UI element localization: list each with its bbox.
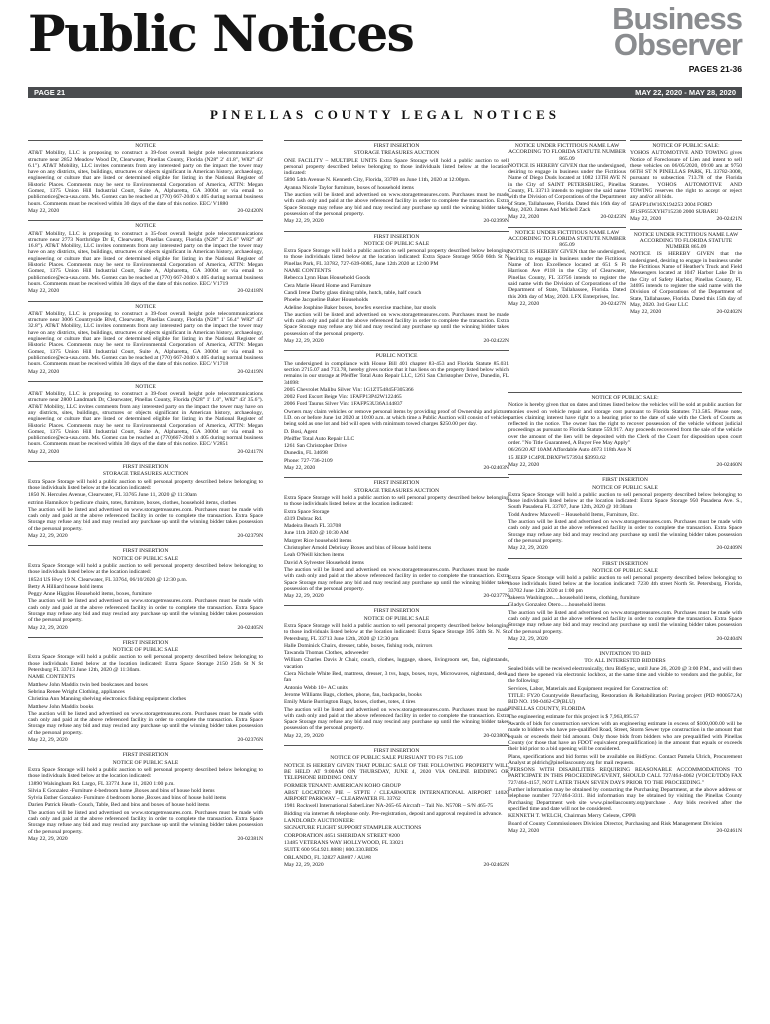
notice-heading: FIRST INSERTION	[373, 608, 420, 615]
notice-footer	[284, 218, 509, 224]
notice-body: NOTICE IS HEREBY GIVEN that the undersigned, desiring to engage in business under the Fictitious Name of Heather's Truck and Field Messengers located at 1047 Harbor Lake Dr in the City of Safety Harbor, Pinellas County, FL 34695 intends to register the said name with the Division of Corporations of the Department of State, Tallahassee, Florida. Dated this 15th day of May, 2020. 3rd Gear LLC	[630, 251, 742, 308]
notice-line: The auction will be listed and advertised on www.storagetreasures.com. Purchases must be made with cash only and paid at the above referenced facility in order to complete the transaction. Extra Space Storage may refuse any bid and may rescind any purchase up until the winning bidder takes possession of the personal property.	[508, 519, 742, 544]
notice-footer	[28, 836, 263, 842]
notice-line: 5FAFP14W16X194253 2004 FORD	[630, 201, 712, 208]
notice-line: NAME CONTENTS	[284, 268, 332, 275]
notice-body: AT&T Mobility, LLC is proposing to construct a 39-foot overall height pole telecommunications structure near 2852 Meadow Wood Dr, Clearwater, Pinellas County, Florida (N28° 2' 41.8", W82° 43' 6.1"). AT&T Mobility, LLC invites comments from any interested party on the impact the tower may have on any districts, sites, buildings, structures or objects significant in American history, archaeology, engineering or culture that are listed or determined eligible for listing in the National Register of Historic Places. Comments may be sent to Environmental Corporation of America, ATTN: Megan Gomez, 1375 Union Hill Industrial Court, Suite A, Alpharetta, GA 30004 or via email to publicnotice@eca-usa.com. Ms. Gomez can be reached at (770) 667-2040 x 405 during normal business hours. Comments must be received within 30 days of the date of this notice. EEC/ V1880	[28, 150, 263, 207]
notice-number: 20-02422N	[483, 338, 509, 345]
notice-line: 1261 San Christopher Drive	[284, 443, 347, 450]
notice-footer	[28, 533, 263, 539]
notice-line: Jerome Williams Bags, clothes, phone, fan, backpacks, books	[284, 691, 422, 698]
notice-line: LANDLORD: AUCTIONEER:	[284, 818, 355, 825]
notice-heading: FIRST INSERTION	[122, 639, 169, 646]
notice-line: The auction will be listed and advertised on www.storagetreasures.com. Purchases must be made with cash only and paid at the above referenced facility in order to complete the transaction. Extra Space Storage may refuse any bid and may rescind any purchase up until the winning bidder takes possession of the personal property.	[284, 706, 509, 732]
notice-line: The auction will be listed and advertised on www.storagetreasures.com. Purchases must be made with cash only and paid at the above referenced facility in order to complete the transaction. Extra Space Storage may refuse any bid and may rescind any purchase up until the winning bidder takes possession of the personal property.	[28, 598, 263, 624]
notice-footer	[630, 216, 742, 222]
notice-line: ORLANDO, FL 32827 AB#87 / AU#8	[284, 854, 371, 861]
notice-line: Owners may claim vehicles or remove personal items by providing proof of Ownership and picture I.D. on or before June 1st 2020 at 10:00 a.m. at which time a Public Auction will consist of vehicles being sold as one lot and bid will open with minimum towed charges $250.00 per day.	[284, 408, 509, 428]
notice-heading: NOTICE OF PUBLIC SALE:	[591, 395, 659, 401]
notice-heading: NOTICE OF PUBLIC SALE:	[652, 143, 720, 149]
notice-line: Ciera Nichole White Bed, mattress, dresser, 3 tvs, bags, boxes, toys, Microwaves, nightstand, desk, fan	[284, 671, 509, 684]
notice-line: Madeira Beach FL 33708	[284, 523, 342, 530]
notice-line: Peggy Anne Higgins Household items, boxes, furniture	[28, 591, 152, 598]
notice-number: 20-02377N	[483, 593, 509, 600]
notice-body: Extra Space Storage will hold a public auction to sell personal property described below belonging to those individuals listed below at the location indicated: Extra Space Storage 2150 25th St N St Petersburg FL 33713 June 12th, 2020 @ 11:30am.	[28, 654, 263, 674]
notice-line: Sebrina Renee Wright Clothing, appliances	[28, 688, 125, 695]
notice-heading: FIRST INSERTION	[373, 233, 420, 240]
legal-notice	[284, 350, 509, 471]
notice-line: Phoebe Jacqueline Baker Households	[284, 297, 369, 304]
notice-heading: FIRST INSERTION	[122, 548, 169, 555]
notice-body: Extra Space Storage will hold a public auction to sell personal property described below belonging to those individuals listed below at the location indicated: Extra Space Storage 9050 66th St N Pinellas Park, FL 33782, 727-639-8085, June 12th 2020 at 12:00 PM	[284, 248, 509, 267]
notice-subheading: STORAGE TREASURES AUCTION	[102, 471, 189, 478]
notice-body: Extra Space Storage will hold a public auction to sell personal property described below belonging to those individuals listed below at the location indicated: Extra Space Storage 395 34th St. N. St. Petersburg, FL 33713 June 12th, 2020 @ 12:30 pm	[284, 623, 509, 642]
notice-line: The engineering estimate for this project is $ 7,963,895.57	[508, 713, 639, 720]
notice-line: 5890 54th Avenue N. Kenneth City, Florida, 33709 on June 11th, 2020 at 12:00pm.	[284, 177, 471, 184]
page-range: PAGES 21-36	[688, 64, 742, 74]
publication-date: May 22, 2020	[284, 465, 316, 472]
publication-date: May 22, 29, 2020	[284, 861, 324, 868]
section-title: PINELLAS COUNTY LEGAL NOTICES	[210, 107, 560, 122]
legal-notice	[508, 558, 742, 643]
notice-line: Dunedin, FL 34698	[284, 450, 328, 457]
notice-line: Emily Marie Burrington Bags, boxes, clothes, totes, 4 tires	[284, 699, 416, 706]
publication-date: May 22, 29, 2020	[508, 545, 548, 552]
notice-line: 13890 Walsingham Rd. Largo, FL 33774 June 11, 2020 1:00 p.m.	[28, 780, 175, 787]
notice-footer	[28, 737, 263, 743]
notice-subheading: NOTICE OF PUBLIC SALE	[363, 240, 430, 247]
notice-number: 20-02460N	[716, 461, 742, 468]
notice-line: Ayanna Nicole Taylor furniture, boxes of household items	[284, 184, 414, 191]
notice-line: Todd Andrew Maxwell – Household Items, Furniture, Etc.	[508, 511, 639, 518]
notice-subheading: NOTICE OF PUBLIC SALE	[363, 615, 430, 622]
notice-footer	[28, 369, 263, 375]
notice-number: 20-02379N	[237, 533, 263, 540]
publication-date: May 22, 29, 2020	[508, 635, 548, 642]
publication-date: May 22, 29, 2020	[28, 624, 68, 631]
notice-line: "PERSONS WITH DISABILITIES REQUIRING REASONABLE ACCOMMODATIONS TO PARTICIPATE IN THIS PROCEEDING/EVENT, SHOULD CALL 727/464-4062 (VOICE/TDD) FAX 727/464-4157, NOT LATER THAN SEVEN DAYS PRIOR TO THE PROCEEDING."	[508, 767, 742, 786]
notice-line: Silvia E Gonzalez -Furniture 4-bedroom home ,Boxes and bins of house hold items	[28, 787, 215, 794]
notice-heading: FIRST INSERTION	[373, 480, 420, 487]
notice-heading: NOTICE	[135, 223, 156, 230]
notice-heading: FIRST INSERTION	[122, 464, 169, 471]
notice-footer	[508, 214, 626, 220]
notice-subheading: STORAGE TREASURES AUCTION	[353, 487, 440, 494]
notice-footer	[284, 862, 509, 868]
notice-line: The auction will be listed and advertised on www.storagetreasures.com. Purchases must be made with cash only and paid at the above referenced facility in order to complete the transaction. Extra Space Storage may refuse any bid and may rescind any purchase up until the winning bidder takes possession of the personal property.	[28, 710, 263, 736]
notice-number: 20-02419N	[237, 368, 263, 375]
legal-notice	[508, 648, 742, 834]
notice-line: Leah O'Neill kitchen items	[284, 552, 345, 559]
legal-notice	[284, 231, 509, 345]
publication-date: May 22, 2020	[28, 368, 60, 375]
notice-footer	[28, 449, 263, 455]
notice-line: Services, Labor, Materials and Equipment required for Construction of:	[508, 685, 669, 692]
legal-notice	[630, 229, 742, 316]
notice-line: Cera Marie Heard Home and Furniture	[284, 282, 372, 289]
notice-line: 2002 Ford Escort Beige Vin: 1FAFP13P42W122465	[284, 394, 402, 401]
publication-date: May 22, 29, 2020	[28, 835, 68, 842]
notice-body: Extra Space Storage will hold a public auction to sell personal property described below belonging to those individuals listed below at the location indicated:	[28, 478, 263, 491]
notice-body: Notice is hereby given that on dates and times listed below the vehicles will be sold at public auction for monies owed on vehicle repair and storage cost pursuant to Florida Statutes 713.585. Please note, parties claiming interest have right to a hearing prior to the date of sale with the Clerk of Courts as reflected in the notice. The owner has the right to recover possession of the vehicle without judicial proceedings as pursuant to Florida Statute 559.917. Any proceeds recovered from the sale of the vehicle over the amount of the lien will be deposited with the Clerk of the Court for disposition upon court order. "No Title Guaranteed, A Buyer Fee May Apply"	[508, 402, 742, 447]
column-4	[630, 140, 742, 390]
notice-number: 20-02421N	[716, 216, 742, 223]
notice-line: SUITE 600 954.921.8888 | 800.330.BIDS	[284, 847, 379, 854]
legal-notice	[508, 140, 626, 221]
notice-body: The undersigned in compliance with House Bill 401 chapter 83-453 and Florida Statute 85.031 section 2715.07 and 713.78, hereby gives notice that it has liens on the property listed below which remains in our storage at Pfeiffer Total Auto Repair LLC, 1261 San Christopher Drive, Dunedin, FL 34698:	[284, 360, 509, 386]
notice-line: 2005 Chevrolet Malibu Silver Vin: 1G1ZT54845F305366	[284, 386, 414, 393]
notice-line: Matthew John Maddix books	[28, 703, 94, 710]
notice-line: David A Sylvester Household items	[284, 559, 364, 566]
notice-footer	[508, 462, 742, 468]
notice-body: AT&T Mobility, LLC is proposing to construct a 35-foot overall height pole telecommunications structure near 2773 Northridge Dr E, Clearwater, Pinellas County, Florida (N28° 2' 25.6" W82° 46' 16.8"). AT&T Mobility, LLC invites comments from any interested party on the impact the tower may have on any districts, sites, buildings, structures or objects significant in American history, archaeology, engineering or culture that are listed or determined eligible for listing in the National Register of Historic Places. Comments may be sent to Environmental Corporation of America, ATTN: Megan Gomez, 1375 Union Hill Industrial Court, Suite A, Alpharetta, GA 30004 or via email to publicnotice@eca-usa.com. Ms. Gomez can be reached at (770) 667-2040 x 405 during normal business hours. Comments must be received within 30 days of the date of this notice. EEC/ V1719	[28, 230, 263, 287]
page-bar	[28, 87, 742, 98]
notice-line: Adeline Josphine Baker boxes, bowfex exercise machine, bar stools	[284, 304, 436, 311]
publication-date: May 22, 2020	[28, 207, 60, 214]
notice-line: NAME CONTENTS	[28, 674, 76, 681]
notice-footer	[28, 208, 263, 214]
notice-line: The auction will be listed and advertised on www.storagetreasures.com. Purchases must be made with cash only and paid at the above referenced facility in order to complete the transaction. Extra Space Storage may refuse any bid and may rescind any purchase up until the winning bidder takes possession of the personal property.	[508, 609, 742, 635]
notice-line: 15 JEEP 1C4PJLDBXFW573934 $3993.62	[508, 454, 606, 461]
notice-line: PINELLAS COUNTY, FLORIDA	[508, 706, 586, 713]
legal-notice	[28, 220, 263, 294]
notice-body: Extra Space Storage will hold a public auction to sell personal property described below belonging to those individuals listed below at the location indicated:	[28, 766, 263, 780]
notice-number: 20-02402N	[716, 309, 742, 316]
notice-footer	[508, 828, 742, 834]
notice-line: The auction will be listed and advertised on www.storagetreasures.com. Purchases must be made with cash only and paid at the above referenced facility in order to complete the transaction. Extra Space Storage may refuse any bid and may rescind any purchase up until the winning bidder takes possession of the personal property.	[284, 566, 509, 592]
legal-notice	[508, 474, 742, 551]
notice-subheading: NOTICE OF PUBLIC SALE PURSUANT TO FS 715.109	[330, 755, 463, 762]
notice-body: Extra Space Storage will hold a public auction to sell personal property described below belonging to those individuals listed below at the location indicated:	[284, 494, 509, 508]
publication-date: May 22, 2020	[28, 448, 60, 455]
notice-subheading: NOTICE OF PUBLIC SALE	[592, 484, 658, 491]
notice-line: Jakeera Washington.....household items, clothing, furniture	[508, 595, 640, 602]
notice-line: William Charles Davis Jr Chair, couch, clothes, luggage, shoes, livingroom set, fan, nightstands, vacation	[284, 657, 509, 670]
notice-line: Halle Dominick Chairs, dresser, table, boxes, fishing rods, mirrors	[284, 642, 433, 649]
notice-heading: FIRST INSERTION	[602, 477, 648, 484]
notice-line: ABST LOCATION: PIE – STPTE / CLEARWATER INTERNATIONAL AIRPORT 14020 AIRPORT PARKWAY – CLEARWATER FL 33762	[284, 789, 509, 803]
notice-line: eztrinn Hamnikov b pedicure chairs, totes, furniture, boxes, clothes, household items, clothes	[28, 499, 237, 506]
logo-line-1: Business	[612, 1, 742, 36]
notice-line: SIGNATURE FLIGHT SUPPORT STAMPLER AUCTIONS	[284, 825, 422, 832]
notice-line: June 11th 2020 @ 10:30 AM	[284, 530, 349, 537]
column-2	[284, 140, 509, 1020]
notice-line: The auction will be listed and advertised on www.storagetreasures.com. Purchases must be made with cash only and paid at the above referenced facility in order to complete the transaction. Extra Space Storage may refuse any bid and may rescind any purchase up until the winning bidder takes possession of the personal property.	[28, 506, 263, 532]
notice-line: Christina Ann Manning shelving electronics fishing equipment clothes	[28, 696, 186, 703]
notice-body: AT&T Mobility, LLC is proposing to construct a 39-foot overall height pole telecommunications structure near 2800 Landmark Dr, Clearwater, Pinellas County, Florida (N28° 1' 1.0", W82° 43' 35.6"). AT&T Mobility, LLC invites comments from any interested party on the impact the tower may have on any districts, sites, buildings, structures or objects significant in American history, archaeology, engineering or culture that are listed or determined eligible for listing in the National Register of Historic Places. Comments may be sent to Environmental Corporation of America, ATTN: Megan Gomez, 1375 Union Hill Industrial Court, Suite A, Alpharetta, GA 30004 or via email to publicnotice@eca-usa.com. Ms. Gomez can be reached at (770)667-2040 x 405 during normal business hours. Comments must be received within 30 days of the date of this notice. EEC/ V2851	[28, 391, 263, 448]
notice-line: 06/26/20 AT 10AM Affordable Auto 4673 118th Ave N	[508, 447, 632, 454]
notice-body: Extra Space Storage will hold a public auction to sell personal property described below belonging to those individuals listed below at the location indicated: 7230 4th street North St. Petersburg, Florida, 33702 June 12th 2020 at 1:00 pm	[508, 575, 742, 594]
legal-notice	[284, 745, 509, 868]
notice-body: AT&T Mobility, LLC is proposing to construct a 39-foot overall height pole telecommunications structure near 3006 Countryside Blvd, Clearwater, Pinellas County, Florida (N28° 1' 56.4" W82° 43' 32.8"). AT&T Mobility, LLC invites comments from any interested party on the impact the tower may have on any districts, sites, buildings, structures or objects significant in American history, archaeology, engineering or culture that are listed or determined eligible for listing in the National Register of Historic Places. Comments may be sent to Environmental Corporation of America, ATTN: Megan Gomez, 1375 Union Hill Industrial Court, Suite A, Alpharetta, GA 30004 or via email to publicnotice@eca-usa.com. Ms. Gomez can be reached at (770) 667-2040 x 405 during normal business hours. Comments must be received within 30 days of the date of this notice. EEC/ V1718	[28, 310, 263, 368]
notice-line: The auction will be listed and advertised on www.storagetreasures.com. Purchases must be made with cash only and paid at the above referenced facility in order to complete the transaction. Extra Space Storage may refuse any bid and may rescind any purchase up until the winning bidder takes possession of the personal property.	[284, 192, 509, 217]
notice-number: 20-02403N	[483, 465, 509, 472]
notice-footer	[28, 625, 263, 631]
publication-date: May 22, 2020	[508, 827, 540, 834]
notice-subheading: STORAGE TREASURES AUCTION	[353, 150, 440, 157]
notice-line: JF1SF655XYH715230 2000 SUBARU	[630, 208, 719, 215]
column-1	[28, 140, 263, 1020]
notice-line: Matthew John Maddix twin bed bookcases and boxes	[28, 681, 148, 688]
notice-heading: PUBLIC NOTICE	[375, 353, 418, 360]
notice-line: Christopher Arnold Debrisay Boxes and bins of House hold items	[284, 545, 432, 552]
publication-date: May 22, 2020	[508, 300, 540, 307]
notice-line: 1850 N. Hercules Avenue, Clearwater, FL 33765 June 11, 2020 @ 11:30am	[28, 492, 197, 499]
notice-heading: FIRST INSERTION	[122, 752, 169, 759]
notice-line: The auction will be listed and advertised on www.storagetreasures.com. Purchases must be made with cash only and paid at the above referenced facility in order to complete the transaction. Extra Space Storage may refuse any bid and may rescind any purchase up until the winning bidder takes possession of the personal property.	[284, 311, 509, 337]
legal-notice	[508, 227, 626, 308]
notice-line: 13485 VETERANS WAY HOLLYWOOD, FL 33021	[284, 839, 404, 846]
notice-footer	[284, 733, 509, 739]
legal-notice	[28, 461, 263, 539]
notice-heading: INVITATION TO BID	[599, 651, 651, 658]
notice-number: 20-02418N	[237, 288, 263, 295]
legal-notice	[508, 392, 742, 468]
publication-date: May 22, 29, 2020	[284, 338, 324, 345]
notice-line: Darien Patrick Heath- Couch, Table, Bed and bins and boxes of house hold items	[28, 802, 210, 809]
notice-line: 4319 Dubrac Rd.	[284, 515, 323, 522]
publication-title: Public Notices	[28, 4, 414, 63]
notice-subheading: NOTICE OF PUBLIC SALE	[592, 567, 658, 574]
notice-number: 20-02427N	[600, 300, 626, 307]
notice-body: Extra Space Storage will hold a public auction to sell personal property described below belonging to those individuals listed below at the location indicated:	[28, 562, 263, 576]
notice-line: Tawanda Thomas Clothes, adsweeder	[284, 650, 369, 657]
notice-line: Margret Rice household items	[284, 537, 352, 544]
legal-notice	[28, 545, 263, 631]
notice-heading: FIRST INSERTION	[602, 560, 648, 567]
legal-notice	[284, 140, 509, 225]
notice-footer	[508, 301, 626, 307]
notice-footer	[284, 338, 509, 344]
publication-date: May 22, 2020	[630, 216, 662, 223]
notice-number: 20-02405N	[237, 624, 263, 631]
notice-footer	[508, 636, 742, 642]
notice-line: Betty A Hilliard house hold items	[28, 583, 104, 590]
notice-heading: FIRST INSERTION	[373, 748, 420, 755]
notice-line: Phone: 727-736-2109	[284, 457, 333, 464]
legal-notice	[28, 637, 263, 743]
column-3	[508, 140, 626, 390]
notice-line: Board of County Commissioners Division Director, Purchasing and Risk Management Division	[508, 820, 723, 827]
notice-heading: NOTICE UNDER FICTITIOUS NAME LAW ACCORDING TO FLORIDA STATUTE NUMBER 865.09	[508, 229, 626, 249]
notice-heading: NOTICE UNDER FICTITIOUS NAME LAW ACCORDING TO FLORIDA STATUTE NUMBER 865.09	[633, 231, 739, 251]
notice-line: Rebecca Lynn Haas Household Goods	[284, 275, 371, 282]
issue-dates: MAY 22, 2020 - MAY 28, 2020	[635, 88, 736, 97]
notice-body: Sealed bids will be received electronically, thru BidSync, until June 26, 2020 @ 3:00 P.M., and will then and there be opened via electronic lockbox, at the same time and visible to vendors and the public, for the following:	[508, 665, 742, 685]
notice-footer	[630, 309, 742, 315]
notice-body: YOHOS AUTOMOTIVE AND TOWING gives Notice of Foreclosure of Lien and intent to sell these vehicles on 06/05/2020, 09:00 am at 9750 66TH ST N PINELLAS PARK, FL 33782-3008, pursuant to subsection 713.78 of the Florida Statutes. YOHOS AUTOMOTIVE AND TOWING reserves the right to accept or reject any and/or all bids.	[630, 150, 742, 201]
notice-number: 20-02381N	[237, 835, 263, 842]
notice-line: Antonio Webb 10+ AC units	[284, 684, 348, 691]
notice-body: NOTICE IS HEREBY GIVEN that the undersigned, desiring to engage in business under the Fictitious Name of Diego Duds located at 1082 13TH AVE N in the City of SAINT PETERSBURG, Pinellas County, FL 33713 intends to register the said name with the Division of Corporations of the Department of State, Tallahassee, Florida. Dated this 16th day of May, 2020. James And Michell Zack	[508, 162, 626, 213]
legal-notice	[28, 749, 263, 842]
notice-line: KENNETH T. WELCH, Chairman Merry Celeste, CPPB	[508, 813, 636, 820]
notice-line: Plans, specifications and bid forms will be available on BidSync. Contact Pamela Ulrich, Procurement Analyst at pldrich@pinellascounty.org for mail requests.	[508, 753, 742, 766]
notice-body: ONE FACILITY – MULTIPLE UNITS Extra Space Storage will hold a public auction to sell personal property described below belonging to those individuals listed below at the location indicated:	[284, 157, 509, 177]
notice-number: 20-02409N	[716, 545, 742, 552]
notice-line: Pfeiffer Total Auto Repair LLC	[284, 435, 355, 442]
page-number: PAGE 21	[34, 88, 66, 97]
notice-subheading: TO: ALL INTERESTED BIDDERS	[584, 658, 666, 665]
notice-number: 20-02420N	[237, 207, 263, 214]
notice-body: Extra Space Storage will hold a public auction to sell personal property described below belonging to those individuals listed below at the location indicated: Extra Space Storage 950 Pasadena Ave. S., South Pasadena FL 33707, June 12th, 2020 @ 10:30am	[508, 491, 742, 511]
notice-number: 20-02462N	[483, 861, 509, 868]
notice-heading: NOTICE UNDER FICTITIOUS NAME LAW ACCORDING TO FLORIDA STATUTE NUMBER 865.09	[508, 143, 626, 162]
legal-notice	[284, 605, 509, 739]
publication-date: May 22, 29, 2020	[284, 218, 324, 225]
publication-date: May 22, 29, 2020	[28, 737, 68, 744]
notice-line: Bidding via internet & telephone only. Pre-registration, deposit and approval required in advance.	[284, 810, 503, 817]
notice-line: The auction will be listed and advertised on www.storagetreasures.com. Purchases must be made with cash only and paid at the above referenced facility in order to complete the transaction. Extra Space Storage may refuse any bid and may rescind any purchase up until the winning bidder takes possession of the personal property.	[28, 809, 263, 835]
legal-notice	[28, 381, 263, 455]
legal-notice	[630, 140, 742, 223]
notice-number: 20-02380N	[483, 732, 509, 739]
publication-date: May 22, 2020	[508, 461, 540, 468]
notice-heading: NOTICE	[135, 303, 156, 310]
notice-line: D. Bosi, Agent	[284, 428, 318, 435]
notice-line: Gladys Gonzalez Otero......household items	[508, 602, 606, 609]
notice-number: 20-02399N	[483, 218, 509, 225]
notice-line: Extra Space Storage	[284, 508, 330, 515]
notice-footer	[28, 288, 263, 294]
notice-line: 2006 Ford Taurus Silver Vin: 1FAFP53U36A144837	[284, 401, 403, 408]
column-3-4-wide	[508, 392, 742, 1022]
notice-number: 20-02404N	[716, 635, 742, 642]
notice-subheading: NOTICE OF PUBLIC SALE	[112, 555, 179, 562]
notice-subheading: NOTICE OF PUBLIC SALE	[112, 759, 179, 766]
publication-date: May 22, 2020	[630, 309, 662, 316]
notice-line: Further information may be obtained by contacting the Purchasing Department, at the above address or telephone number 727/464-3311. Bid information may be obtained by visiting the Pinellas County Purchasing Department web site www.pinellascounty.org/purchase . Any bids received after the specified time and date will not be considered.	[508, 787, 742, 812]
notice-number: 20-02417N	[237, 448, 263, 455]
notice-heading: NOTICE	[135, 383, 156, 390]
notice-line: 1981 Rockwell International SaberLiner NA-265-65 Aircraft – Tail No. N570R – S/N 465-75	[284, 803, 494, 810]
notice-footer	[284, 593, 509, 599]
notice-heading: FIRST INSERTION	[373, 143, 420, 149]
notice-subheading: NOTICE OF PUBLIC SALE	[112, 647, 179, 654]
logo-line-2: Observer	[613, 27, 742, 62]
publication-date: May 22, 29, 2020	[284, 732, 324, 739]
notice-line: Sylvia Esther Gonzalez- Furniture 4 bedroom home ,Boxes and bins of house hold items	[28, 795, 227, 802]
notice-line: 18524 US Hwy 19 N. Clearwater, FL 33764, 06/10/2020 @ 12:30 p.m.	[28, 576, 188, 583]
notice-line: FORMER TENANT: AMERICAN KOHO GROUP	[284, 782, 401, 789]
legal-notice	[28, 301, 263, 375]
legal-notice	[28, 140, 263, 214]
notice-line: Awards of bids for construction services with an engineering estimate in excess of $100,000.00 will be made to bidders who have pre-qualified Road, Street, Storm Sewer type construction in the amount that equals or exceeds their bid amount. Only those bids from bidders who are prequalified with Pinellas County (or those that have an FDOT equivalent prequalification) in the amount that equals or exceeds their bid prior to a bid opening will be considered.	[508, 721, 742, 753]
publication-date: May 22, 2020	[28, 288, 60, 295]
notice-body: NOTICE IS HEREBY GIVEN THAT PUBLIC SALE OF THE FOLLOWING PROPERTY WILL BE HELD AT 9:00AM ON THURSDAY, JUNE 4, 2020 VIA ONLINE BIDDING OR TELEPHONE BIDDING ONLY	[284, 762, 509, 782]
legal-notice	[284, 477, 509, 599]
publication-date: May 22, 29, 2020	[284, 593, 324, 600]
notice-line: Candi Irene Darby glass dining table, hutch, table, half couch	[284, 289, 422, 296]
notice-number: 20-02423N	[600, 214, 626, 221]
notice-line: TITLE: FY20 Countywide Resurfacing, Restoration & Rehabilitation Paving project (PID #000572A) BID NO. 190-0462-CP(BLU)	[508, 692, 742, 706]
notice-heading: NOTICE	[135, 143, 156, 149]
business-observer-logo	[612, 1, 742, 62]
notice-line: CORPORATION 4651 SHERIDAN STREET #200	[284, 832, 400, 839]
notice-number: 20-02376N	[237, 737, 263, 744]
publication-date: May 22, 29, 2020	[28, 533, 68, 540]
publication-date: May 22, 2020	[508, 214, 540, 221]
notice-footer	[284, 465, 509, 471]
notice-number: 20-02461N	[716, 827, 742, 834]
notice-footer	[508, 545, 742, 551]
notice-body: NOTICE IS HEREBY GIVEN that the undersigned, desiring to engage in business under the Fictitious Name of Iron Excellence located at 651 S Ft Harrison Ave #118 in the City of Clearwater, Pinellas County, FL 33756 intends to register the said name with the Division of Corporations of the Department of State, Tallahassee, Florida. Dated this 20th day of May, 2020. LFX Enterprises, Inc.	[508, 249, 626, 300]
masthead	[28, 2, 742, 72]
